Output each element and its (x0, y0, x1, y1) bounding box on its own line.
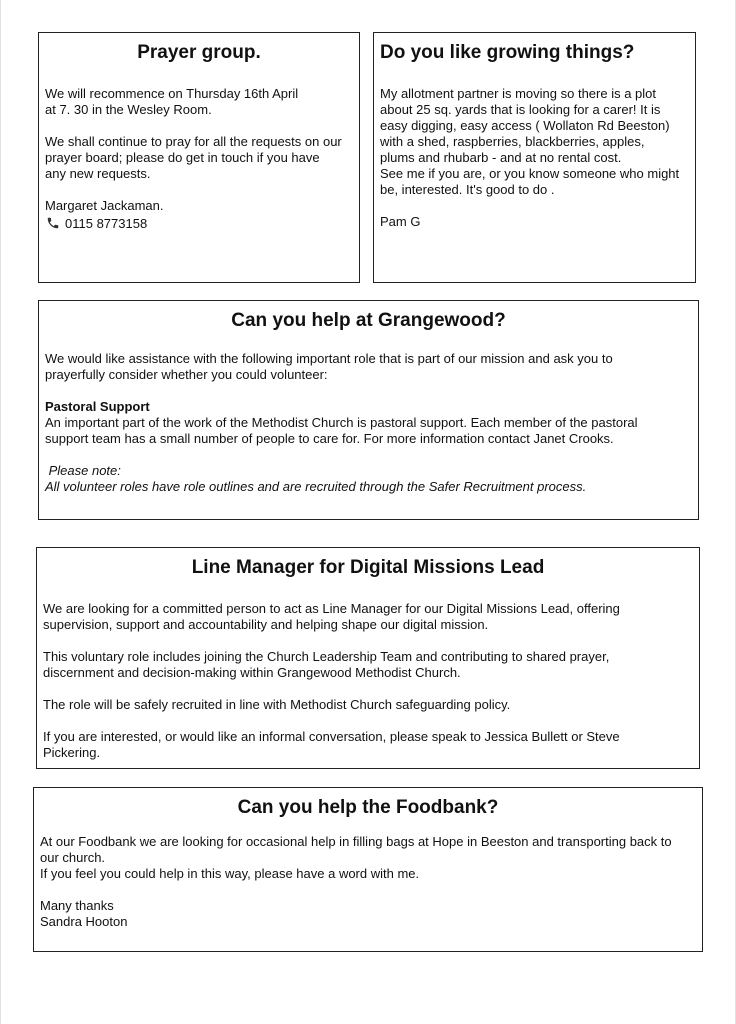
line-manager-text-line: We are looking for a committed person to act as Line Manager for our Digital Missions Lead, offering (43, 601, 620, 616)
prayer-group-title: Prayer group. (137, 42, 261, 63)
prayer-text-line: any new requests. (45, 166, 151, 181)
line-manager-text-line: Pickering. (43, 745, 101, 760)
growing-text-line: My allotment partner is moving so there is a plot (380, 86, 657, 101)
growing-things-title: Do you like growing things? (380, 42, 635, 63)
foodbank-text-line: If you feel you could help in this way, please have a word with me. (40, 866, 420, 881)
role-heading: Pastoral Support (45, 399, 150, 414)
note-text: All volunteer roles have role outlines and are recruited through the Safer Recruitment process. (45, 479, 587, 494)
note-heading: Please note: (45, 463, 121, 478)
grangewood-box (38, 300, 699, 520)
growing-signature: Pam G (380, 214, 421, 229)
growing-text-line: about 25 sq. yards that is looking for a carer! It is (380, 102, 661, 117)
growing-text-line: easy digging, easy access ( Wollaton Rd Beeston) (380, 118, 670, 133)
prayer-text-line: at 7. 30 in the Wesley Room. (45, 102, 212, 117)
foodbank-text-line: our church. (40, 850, 106, 865)
grangewood-title: Can you help at Grangewood? (231, 310, 506, 331)
role-text-line: support team has a small number of people to care for. For more information contact Janet Crooks. (45, 431, 614, 446)
line-manager-text-line: The role will be safely recruited in line with Methodist Church safeguarding policy. (43, 697, 511, 712)
line-manager-box (36, 547, 700, 769)
growing-text-line: with a shed, raspberries, blackberries, apples, (380, 134, 645, 149)
line-manager-text-line: discernment and decision-making within Grangewood Methodist Church. (43, 665, 461, 680)
growing-text-line: See me if you are, or you know someone who might (380, 166, 680, 181)
foodbank-text-line: At our Foodbank we are looking for occasional help in filling bags at Hope in Beeston and transporting back to (40, 834, 672, 849)
line-manager-text-line: supervision, support and accountability and helping shape our digital mission. (43, 617, 489, 632)
foodbank-box (33, 787, 703, 952)
line-manager-text-line: This voluntary role includes joining the Church Leadership Team and contributing to shared prayer, (43, 649, 610, 664)
foodbank-thanks: Many thanks (40, 898, 114, 913)
grangewood-intro-line: We would like assistance with the following important role that is part of our mission and ask you to (45, 351, 613, 366)
prayer-contact-phone (45, 216, 353, 232)
prayer-contact-name: Margaret Jackaman. (45, 198, 164, 213)
prayer-text-line: We shall continue to pray for all the requests on our (45, 134, 342, 149)
role-text-line: An important part of the work of the Methodist Church is pastoral support. Each member of the pastoral (45, 415, 638, 430)
phone-number: 0115 8773158 (65, 216, 148, 231)
grangewood-intro-line: prayerfully consider whether you could volunteer: (45, 367, 328, 382)
line-manager-text-line: If you are interested, or would like an informal conversation, please speak to Jessica Bullett or Steve (43, 729, 620, 744)
foodbank-signature: Sandra Hooton (40, 914, 128, 929)
prayer-group-box (38, 32, 360, 283)
phone-icon (45, 216, 61, 230)
growing-text-line: be, interested. It's good to do . (380, 182, 555, 197)
prayer-text-line: prayer board; please do get in touch if you have (45, 150, 320, 165)
prayer-text-line: We will recommence on Thursday 16th April (45, 86, 299, 101)
growing-things-box (373, 32, 696, 283)
growing-text-line: plums and rhubarb - and at no rental cost. (380, 150, 622, 165)
line-manager-title: Line Manager for Digital Missions Lead (191, 557, 545, 578)
foodbank-title: Can you help the Foodbank? (237, 797, 499, 818)
